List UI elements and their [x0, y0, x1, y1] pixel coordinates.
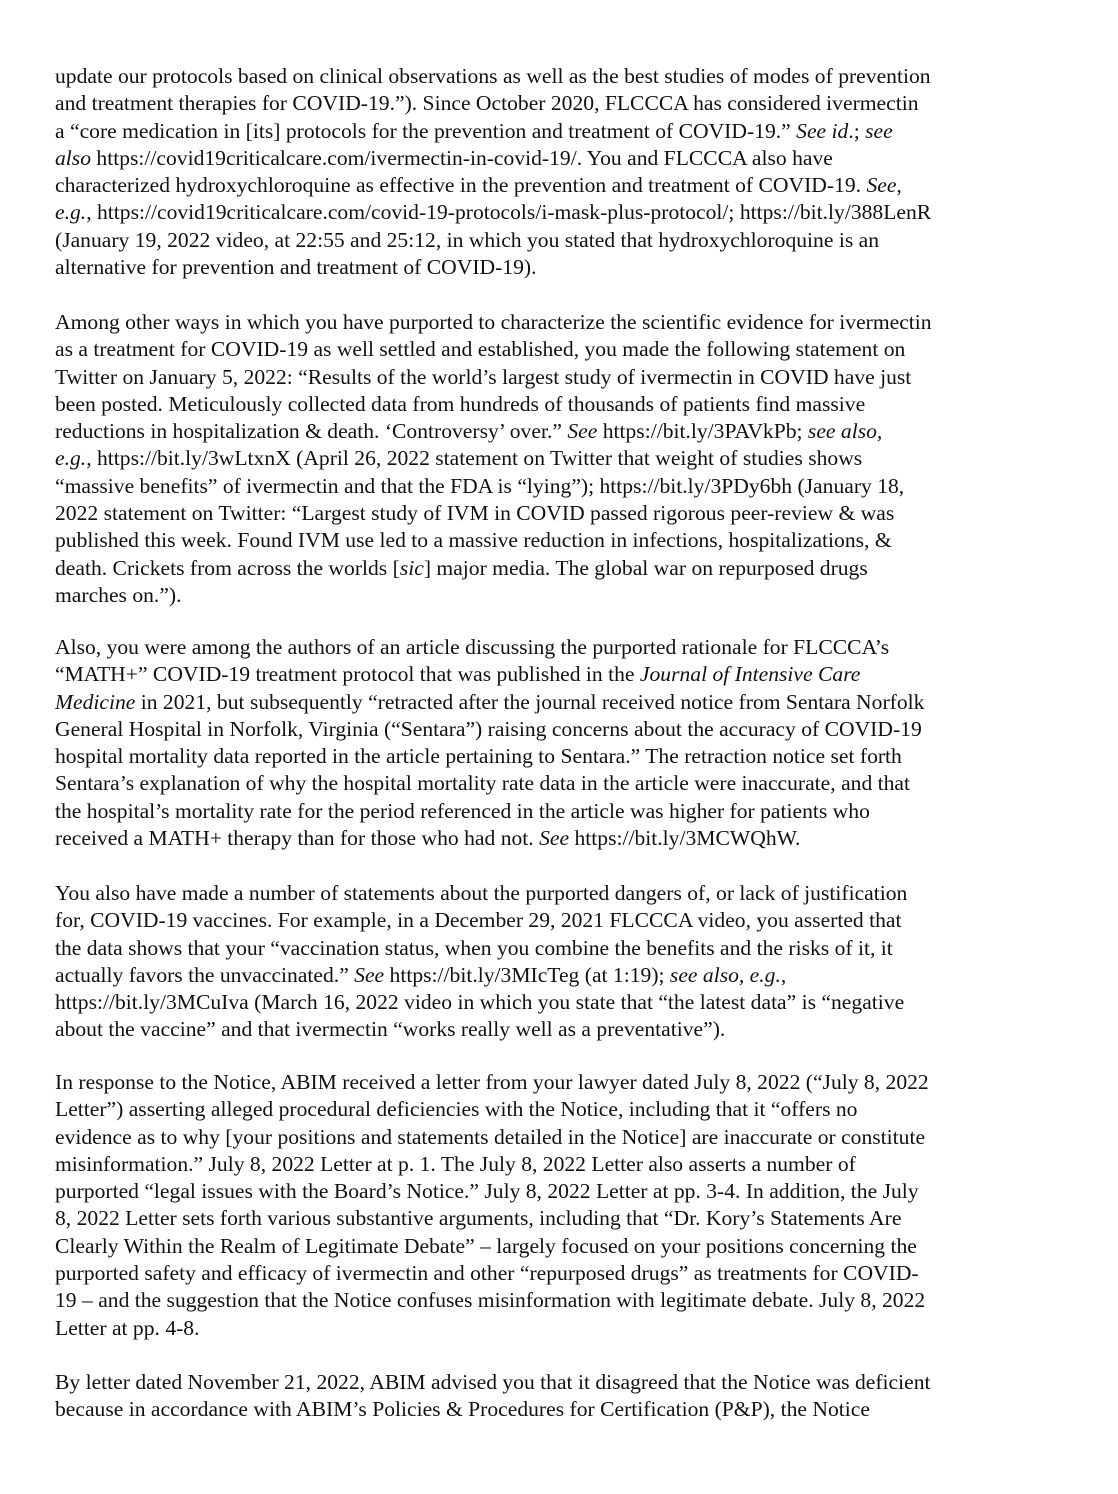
text-line: [55, 1396, 870, 1423]
text-line: [55, 199, 931, 226]
text-segment: Clearly Within the Realm of Legitimate Debate” – largely focused on your positions concerning the: [55, 1233, 917, 1258]
text-line: [55, 716, 922, 743]
text-segment: hospital mortality data reported in the article pertaining to Sentara.” The retraction notice set forth: [55, 744, 902, 769]
text-line: [55, 634, 889, 661]
text-segment: alternative for prevention and treatment of COVID-19).: [55, 255, 537, 280]
text-segment: received a MATH+ therapy than for those who had not.: [55, 826, 540, 851]
text-line: [55, 770, 910, 797]
text-segment: ] major media. The global war on repurposed drugs: [423, 555, 868, 580]
text-line: [55, 63, 931, 90]
paragraph-math-plus-article: [55, 634, 924, 852]
italic-text-segment: See: [567, 419, 598, 444]
text-segment: about the vaccine” and that ivermectin “works really well as a preventative”).: [55, 1017, 726, 1042]
text-line: [55, 1096, 857, 1123]
text-segment: a “core medication in [its] protocols for the prevention and treatment of COVID-19.”: [55, 118, 797, 143]
text-line: [55, 118, 893, 145]
text-line: [55, 1287, 925, 1314]
text-line: [55, 418, 882, 445]
text-segment: update our protocols based on clinical observations as well as the best studies of modes of prevention: [55, 64, 931, 88]
text-segment: Twitter on January 5, 2022: “Results of the world’s largest study of ivermectin in COVID have just: [55, 364, 912, 389]
paragraph-july-letter: [55, 1069, 929, 1342]
text-segment: By letter dated November 21, 2022, ABIM advised you that it disagreed that the Notice was deficient: [55, 1370, 931, 1394]
text-line: [55, 661, 860, 688]
text-line: [55, 500, 894, 527]
text-line: [55, 989, 904, 1016]
text-line: [55, 90, 919, 117]
text-segment: evidence as to why [your positions and statements detailed in the Notice] are inaccurate or constitute: [55, 1124, 926, 1149]
text-line: [55, 309, 932, 336]
text-segment: https://bit.ly/3MCuIva (March 16, 2022 video in which you state that “the latest data” is “negative: [55, 990, 905, 1015]
paragraph-vaccine-statements: [55, 880, 907, 1044]
text-segment: General Hospital in Norfolk, Virginia (“Sentara”) raising concerns about the accuracy of COVID-19: [55, 716, 922, 741]
text-segment: and treatment therapies for COVID-19.”). Since October 2020, FLCCCA has considered ivermectin: [55, 91, 919, 116]
text-line: [55, 1069, 929, 1096]
text-segment: as a treatment for COVID-19 as well settled and established, you made the following statement on: [55, 337, 906, 362]
paragraph-protocols: [55, 63, 931, 281]
text-segment: 2022 statement on Twitter: “Largest study of IVM in COVID passed rigorous peer-review & was: [55, 501, 895, 526]
text-line: [55, 689, 924, 716]
text-segment: “MATH+” COVID-19 treatment protocol that was published in the: [55, 662, 640, 687]
text-segment: because in accordance with ABIM’s Policies & Procedures for Certification (P&P), the Notice: [55, 1397, 870, 1422]
text-line: [55, 962, 786, 989]
text-line: [55, 555, 868, 582]
text-segment: actually favors the unvaccinated.”: [55, 962, 355, 987]
text-segment: purported safety and efficacy of ivermectin and other “repurposed drugs” as treatments for COVID-: [55, 1261, 919, 1286]
text-line: [55, 743, 902, 770]
text-line: [55, 172, 902, 199]
italic-text-segment: sic: [399, 555, 424, 580]
text-segment: Letter at pp. 4-8.: [55, 1315, 200, 1340]
text-line: [55, 254, 536, 281]
text-line: [55, 1205, 901, 1232]
italic-text-segment: Journal of Intensive Care: [639, 662, 861, 687]
text-segment: https://bit.ly/3MCWQhW.: [569, 826, 801, 851]
text-segment: 19 – and the suggestion that the Notice confuses misinformation with legitimate debate. July 8, 2022: [55, 1288, 926, 1313]
text-segment: https://bit.ly/3MIcTeg (at 1:19);: [384, 962, 670, 987]
text-line: [55, 145, 833, 172]
text-line: [55, 1124, 925, 1151]
text-line: [55, 582, 182, 609]
text-segment: Letter”) asserting alleged procedural deficiencies with the Notice, including that it “offers no: [55, 1097, 858, 1122]
paragraph-november-letter: [55, 1369, 931, 1424]
text-line: [55, 364, 911, 391]
italic-text-segment: See id: [796, 118, 849, 143]
text-segment: published this week. Found IVM use led to a massive reduction in infections, hospitalizations, &: [55, 528, 892, 553]
text-segment: Sentara’s explanation of why the hospital mortality rate data in the article were inaccurate, and that: [55, 771, 911, 796]
text-line: [55, 907, 902, 934]
text-line: [55, 445, 862, 472]
paragraph-ivermectin-evidence: [55, 309, 932, 609]
text-segment: misinformation.” July 8, 2022 Letter at p. 1. The July 8, 2022 Letter also asserts a number of: [55, 1151, 856, 1176]
text-line: [55, 1315, 200, 1342]
text-segment: purported “legal issues with the Board’s Notice.” July 8, 2022 Letter at pp. 3-4. In addition, the July: [55, 1179, 919, 1204]
italic-text-segment: also: [55, 145, 91, 170]
text-segment: Among other ways in which you have purported to characterize the scientific evidence for ivermectin: [55, 310, 932, 334]
text-segment: “massive benefits” of ivermectin and that the FDA is “lying”); https://bit.ly/3PDy6bh (January 18,: [55, 473, 905, 498]
text-line: [55, 391, 865, 418]
text-segment: 8, 2022 Letter sets forth various substantive arguments, including that “Dr. Kory’s Statements Are: [55, 1206, 902, 1231]
italic-text-segment: See,: [866, 173, 902, 198]
text-segment: for, COVID-19 vaccines. For example, in a December 29, 2021 FLCCCA video, you asserted that: [55, 908, 902, 933]
italic-text-segment: see also,: [807, 419, 883, 444]
text-segment: the hospital’s mortality rate for the period referenced in the article was higher for patients who: [55, 798, 870, 823]
italic-text-segment: e.g.: [55, 200, 87, 225]
italic-text-segment: See: [354, 962, 385, 987]
text-segment: ,: [780, 962, 787, 987]
text-segment: , https://covid19criticalcare.com/covid-19-protocols/i-mask-plus-protocol/; https://bit.ly/388LenR: [86, 200, 932, 225]
text-segment: https://bit.ly/3PAVkPb;: [597, 419, 808, 444]
text-line: [55, 880, 907, 907]
text-segment: You also have made a number of statements about the purported dangers of, or lack of justification: [55, 881, 908, 905]
text-segment: (January 19, 2022 video, at 22:55 and 25:12, in which you stated that hydroxychloroquine is an: [55, 227, 880, 252]
text-segment: marches on.”).: [55, 582, 182, 607]
text-line: [55, 798, 870, 825]
text-segment: the data shows that your “vaccination status, when you combine the benefits and the risks of it, it: [55, 935, 893, 960]
text-line: [55, 473, 904, 500]
italic-text-segment: see also, e.g.: [669, 962, 781, 987]
text-segment: death. Crickets from across the worlds [: [55, 555, 400, 580]
italic-text-segment: see: [865, 118, 893, 143]
italic-text-segment: Medicine: [55, 689, 136, 714]
text-line: [55, 1151, 856, 1178]
text-segment: https://covid19criticalcare.com/ivermectin-in-covid-19/. You and FLCCCA also have: [91, 145, 833, 170]
text-line: [55, 1233, 917, 1260]
italic-text-segment: e.g.: [55, 446, 87, 471]
text-line: [55, 336, 905, 363]
text-line: [55, 1178, 919, 1205]
text-segment: In response to the Notice, ABIM received a letter from your lawyer dated July 8, 2022 (“July 8, 2022: [55, 1070, 929, 1094]
text-segment: reductions in hospitalization & death. ‘Controversy’ over.”: [55, 419, 568, 444]
text-segment: Also, you were among the authors of an article discussing the purported rationale for FLCCCA’s: [55, 635, 890, 659]
text-segment: , https://bit.ly/3wLtxnX (April 26, 2022 statement on Twitter that weight of studies shows: [86, 446, 863, 471]
text-segment: characterized hydroxychloroquine as effective in the prevention and treatment of COVID-19.: [55, 173, 867, 198]
text-line: [55, 825, 800, 852]
text-segment: been posted. Meticulously collected data from hundreds of thousands of patients find massive: [55, 391, 866, 416]
text-line: [55, 935, 893, 962]
text-line: [55, 227, 879, 254]
text-line: [55, 1260, 919, 1287]
text-line: [55, 527, 892, 554]
text-segment: in 2021, but subsequently “retracted after the journal received notice from Sentara Norfolk: [135, 689, 925, 714]
text-segment: .;: [848, 118, 866, 143]
text-line: [55, 1016, 725, 1043]
italic-text-segment: See: [539, 826, 570, 851]
text-line: [55, 1369, 931, 1396]
